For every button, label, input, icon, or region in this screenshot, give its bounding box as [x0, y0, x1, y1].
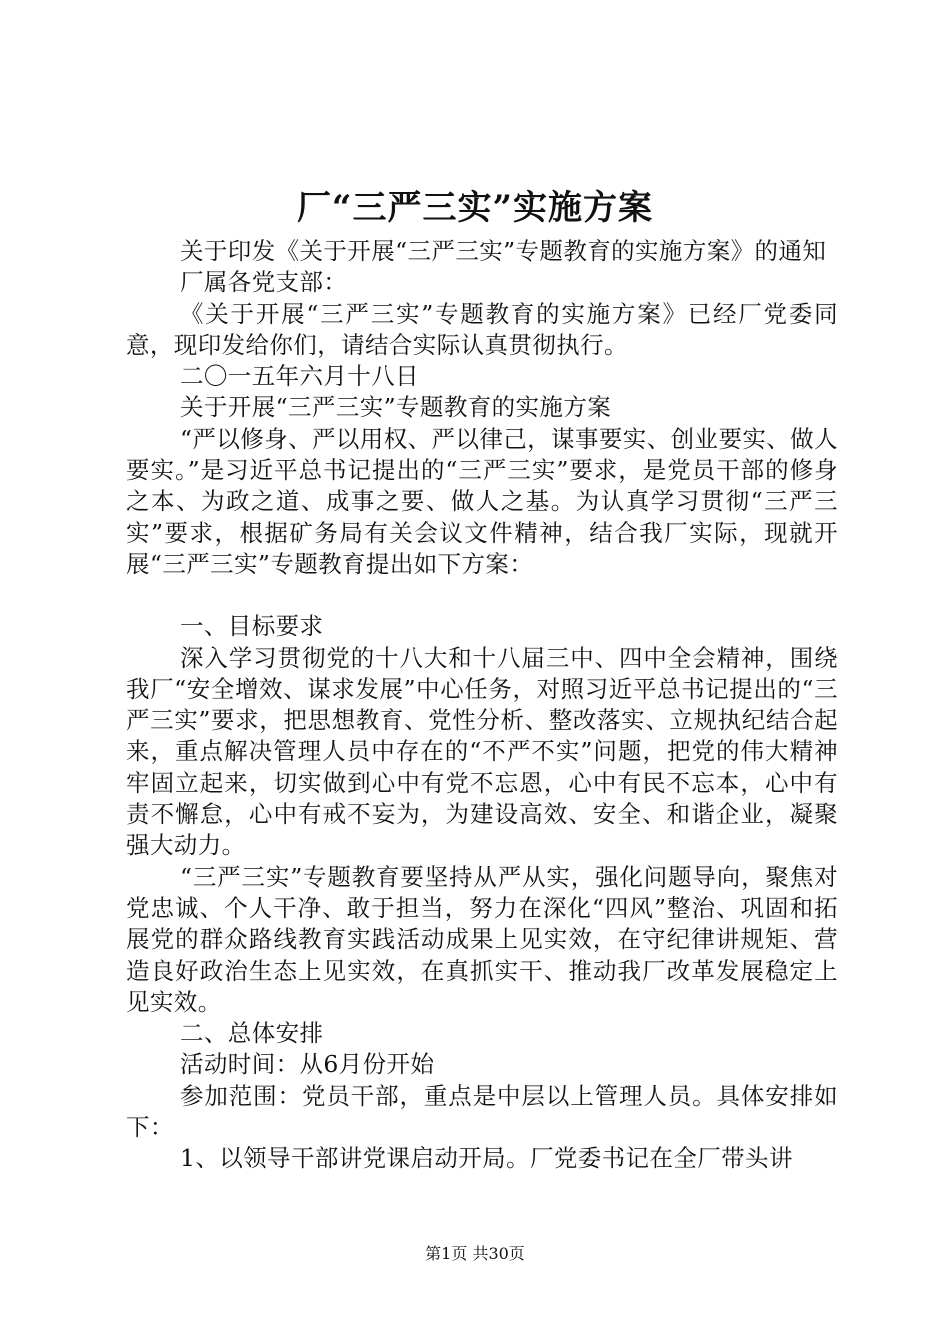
- participation-scope: 参加范围：党员干部，重点是中层以上管理人员。具体安排如下：: [126, 1081, 838, 1142]
- plan-intro: “严以修身、严以用权、严以律己，谋事要实、创业要实、做人要实。”是习近平总书记提出的“三严三实”要求，是党员干部的修身之本、为政之道、成事之要、做人之基。为认真学习贯彻“三严三实”要求，根据矿务局有关会议文件精神，结合我厂实际，现就开展“三严三实”专题教育提出如下方案：: [126, 424, 838, 578]
- salutation: 厂属各党支部：: [180, 268, 348, 297]
- activity-time: 活动时间：从6月份开始: [180, 1050, 435, 1079]
- notice-date: 二〇一五年六月十八日: [180, 362, 419, 391]
- document-title: 厂“三严三实”实施方案: [296, 188, 654, 228]
- section-heading-arrangement: 二、总体安排: [180, 1019, 324, 1048]
- notice-heading: 关于印发《关于开展“三严三实”专题教育的实施方案》的通知: [180, 237, 827, 265]
- arrangement-item-1: 1、以领导干部讲党课启动开局。厂党委书记在全厂带头讲: [180, 1144, 793, 1173]
- page-footer: 第1页 共30页: [425, 1244, 525, 1263]
- requirements-paragraph: “三严三实”专题教育要坚持从严从实，强化问题导向，聚焦对党忠诚、个人干净、敢于担当，努力在深化“四风”整治、巩固和拓展党的群众路线教育实践活动成果上见实效，在守纪律讲规矩、营造良好政治生态上见实效，在真抓实干、推动我厂改革发展稳定上见实效。: [126, 862, 838, 1016]
- plan-heading: 关于开展“三严三实”专题教育的实施方案: [180, 393, 612, 422]
- section-heading-goals: 一、目标要求: [180, 612, 324, 641]
- goals-paragraph: 深入学习贯彻党的十八大和十八届三中、四中全会精神，围绕我厂“安全增效、谋求发展”中心任务，对照习近平总书记提出的“三严三实”要求，把思想教育、党性分析、整改落实、立规执纪结合起来，重点解决管理人员中存在的“不严不实”问题，把党的伟大精神牢固立起来，切实做到心中有党不忘恩，心中有民不忘本，心中有责不懈怠，心中有戒不妄为，为建设高效、安全、和谐企业，凝聚强大动力。: [126, 643, 838, 860]
- document-body: [126, 236, 838, 1175]
- notice-body: 《关于开展“三严三实”专题教育的实施方案》已经厂党委同意，现印发给你们，请结合实际认真贯彻执行。: [126, 299, 838, 359]
